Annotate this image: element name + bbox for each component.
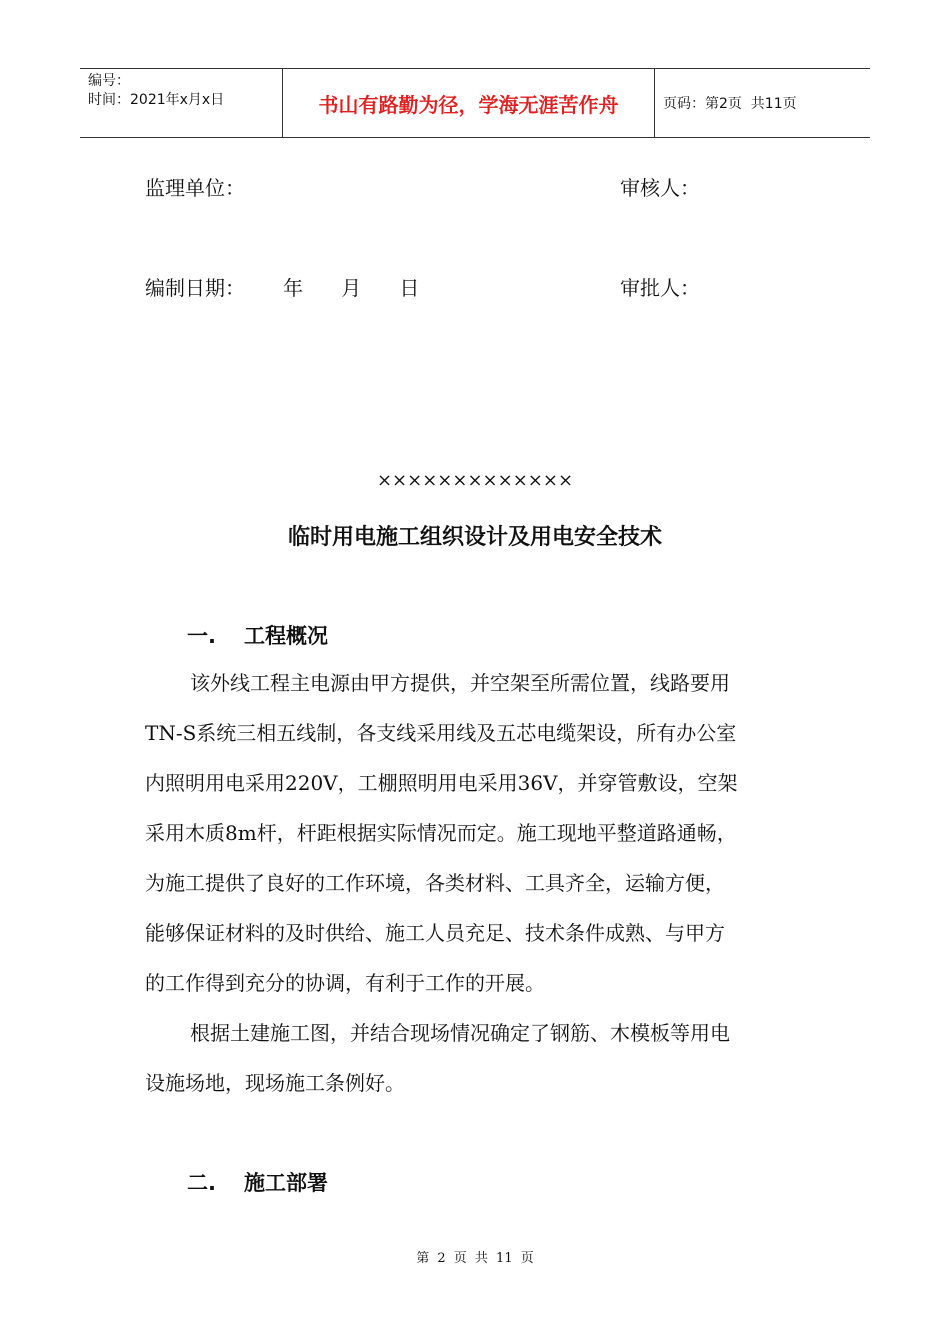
date-field: 编制日期： 年 月 日	[145, 276, 420, 300]
header-motto: 书山有路勤为径，学海无涯苦作舟	[282, 69, 655, 137]
header-table	[80, 68, 870, 138]
text-line: 的工作得到充分的协调，有利于工作的开展。	[145, 971, 545, 995]
text-line: TN-S系统三相五线制，各支线采用线及五芯电缆架设，所有办公室	[145, 721, 737, 745]
section-title: 施工部署	[244, 1171, 328, 1195]
section-number: 二.	[187, 1171, 216, 1195]
section-heading-2	[187, 1167, 328, 1197]
text-line: 设施场地，现场施工条例好。	[145, 1071, 405, 1095]
document-title: 临时用电施工组织设计及用电安全技术	[287, 525, 662, 550]
section-heading-1	[187, 620, 328, 650]
text-line: 为施工提供了良好的工作环境，各类材料、工具齐全，运输方便，	[145, 871, 725, 895]
header-page-info	[655, 69, 870, 137]
page-footer: 第 2 页 共 11 页	[416, 1251, 534, 1266]
paragraph-1	[145, 658, 825, 1008]
approver-field: 审批人：	[620, 276, 700, 300]
text-line: 能够保证材料的及时供给、施工人员充足、技术条件成熟、与甲方	[145, 921, 725, 945]
project-placeholder: ×××××××××××××	[376, 470, 574, 491]
header-meta	[80, 69, 282, 137]
text-line: 该外线工程主电源由甲方提供，并空架至所需位置，线路要用	[190, 671, 730, 695]
paragraph-2	[145, 1008, 825, 1108]
section-number: 一.	[187, 624, 216, 648]
supervisor-field: 监理单位：	[145, 176, 245, 200]
time-label: 时间：2021年x月x日	[88, 92, 225, 108]
text-line: 采用木质8m杆，杆距根据实际情况而定。施工现地平整道路通畅，	[145, 821, 737, 845]
text-line: 根据土建施工图，并结合现场情况确定了钢筋、木模板等用电	[190, 1021, 730, 1045]
reviewer-field: 审核人：	[620, 176, 700, 200]
text-line: 内照明用电采用220V，工棚照明用电采用36V，并穿管敷设，空架	[145, 771, 738, 795]
section-title: 工程概况	[244, 624, 328, 648]
page-info-text: 页码：第2页 共11页	[663, 96, 797, 112]
number-label: 编号：	[88, 73, 130, 89]
